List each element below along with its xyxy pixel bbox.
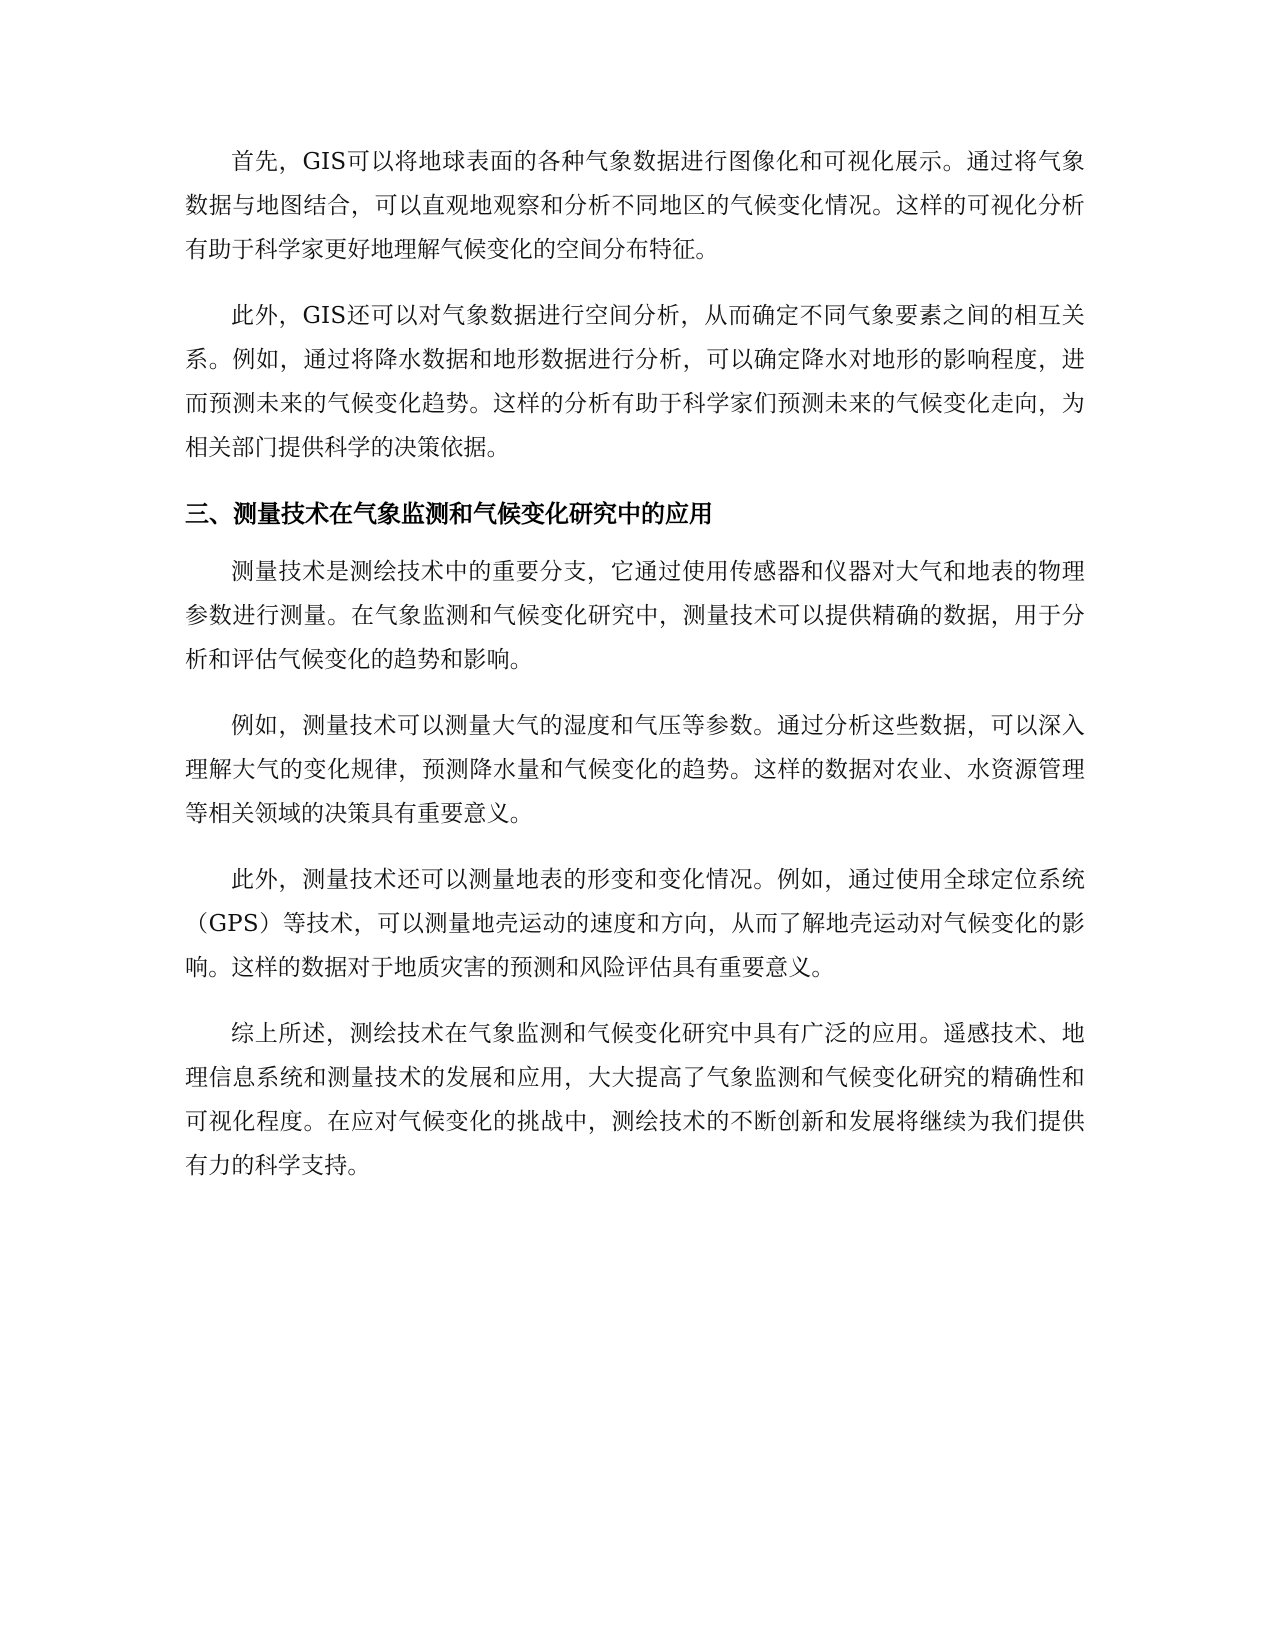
paragraph-conclusion: 综上所述，测绘技术在气象监测和气候变化研究中具有广泛的应用。遥感技术、地理信息系统和测量技术的发展和应用，大大提高了气象监测和气候变化研究的精确性和可视化程度。在应对气候变化的挑战中，测绘技术的不断创新和发展将继续为我们提供有力的科学支持。 (185, 1021, 1085, 1179)
paragraph-measurement-atmosphere: 例如，测量技术可以测量大气的湿度和气压等参数。通过分析这些数据，可以深入理解大气的变化规律，预测降水量和气候变化的趋势。这样的数据对农业、水资源管理等相关领域的决策具有重要意义。 (185, 713, 1085, 827)
section-heading: 三、测量技术在气象监测和气候变化研究中的应用 (185, 500, 713, 528)
paragraph-measurement-overview: 测量技术是测绘技术中的重要分支，它通过使用传感器和仪器对大气和地表的物理参数进行测量。在气象监测和气候变化研究中，测量技术可以提供精确的数据，用于分析和评估气候变化的趋势和影响。 (185, 559, 1085, 673)
paragraph-gis-visualization: 首先，GIS可以将地球表面的各种气象数据进行图像化和可视化展示。通过将气象数据与地图结合，可以直观地观察和分析不同地区的气候变化情况。这样的可视化分析有助于科学家更好地理解气候变化的空间分布特征。 (185, 149, 1085, 263)
paragraph-measurement-surface: 此外，测量技术还可以测量地表的形变和变化情况。例如，通过使用全球定位系统（GPS）等技术，可以测量地壳运动的速度和方向，从而了解地壳运动对气候变化的影响。这样的数据对于地质灾害的预测和风险评估具有重要意义。 (185, 867, 1085, 981)
document-body (185, 140, 1085, 1210)
paragraph-gis-spatial-analysis: 此外，GIS还可以对气象数据进行空间分析，从而确定不同气象要素之间的相互关系。例如，通过将降水数据和地形数据进行分析，可以确定降水对地形的影响程度，进而预测未来的气候变化趋势。这样的分析有助于科学家们预测未来的气候变化走向，为相关部门提供科学的决策依据。 (185, 303, 1085, 461)
